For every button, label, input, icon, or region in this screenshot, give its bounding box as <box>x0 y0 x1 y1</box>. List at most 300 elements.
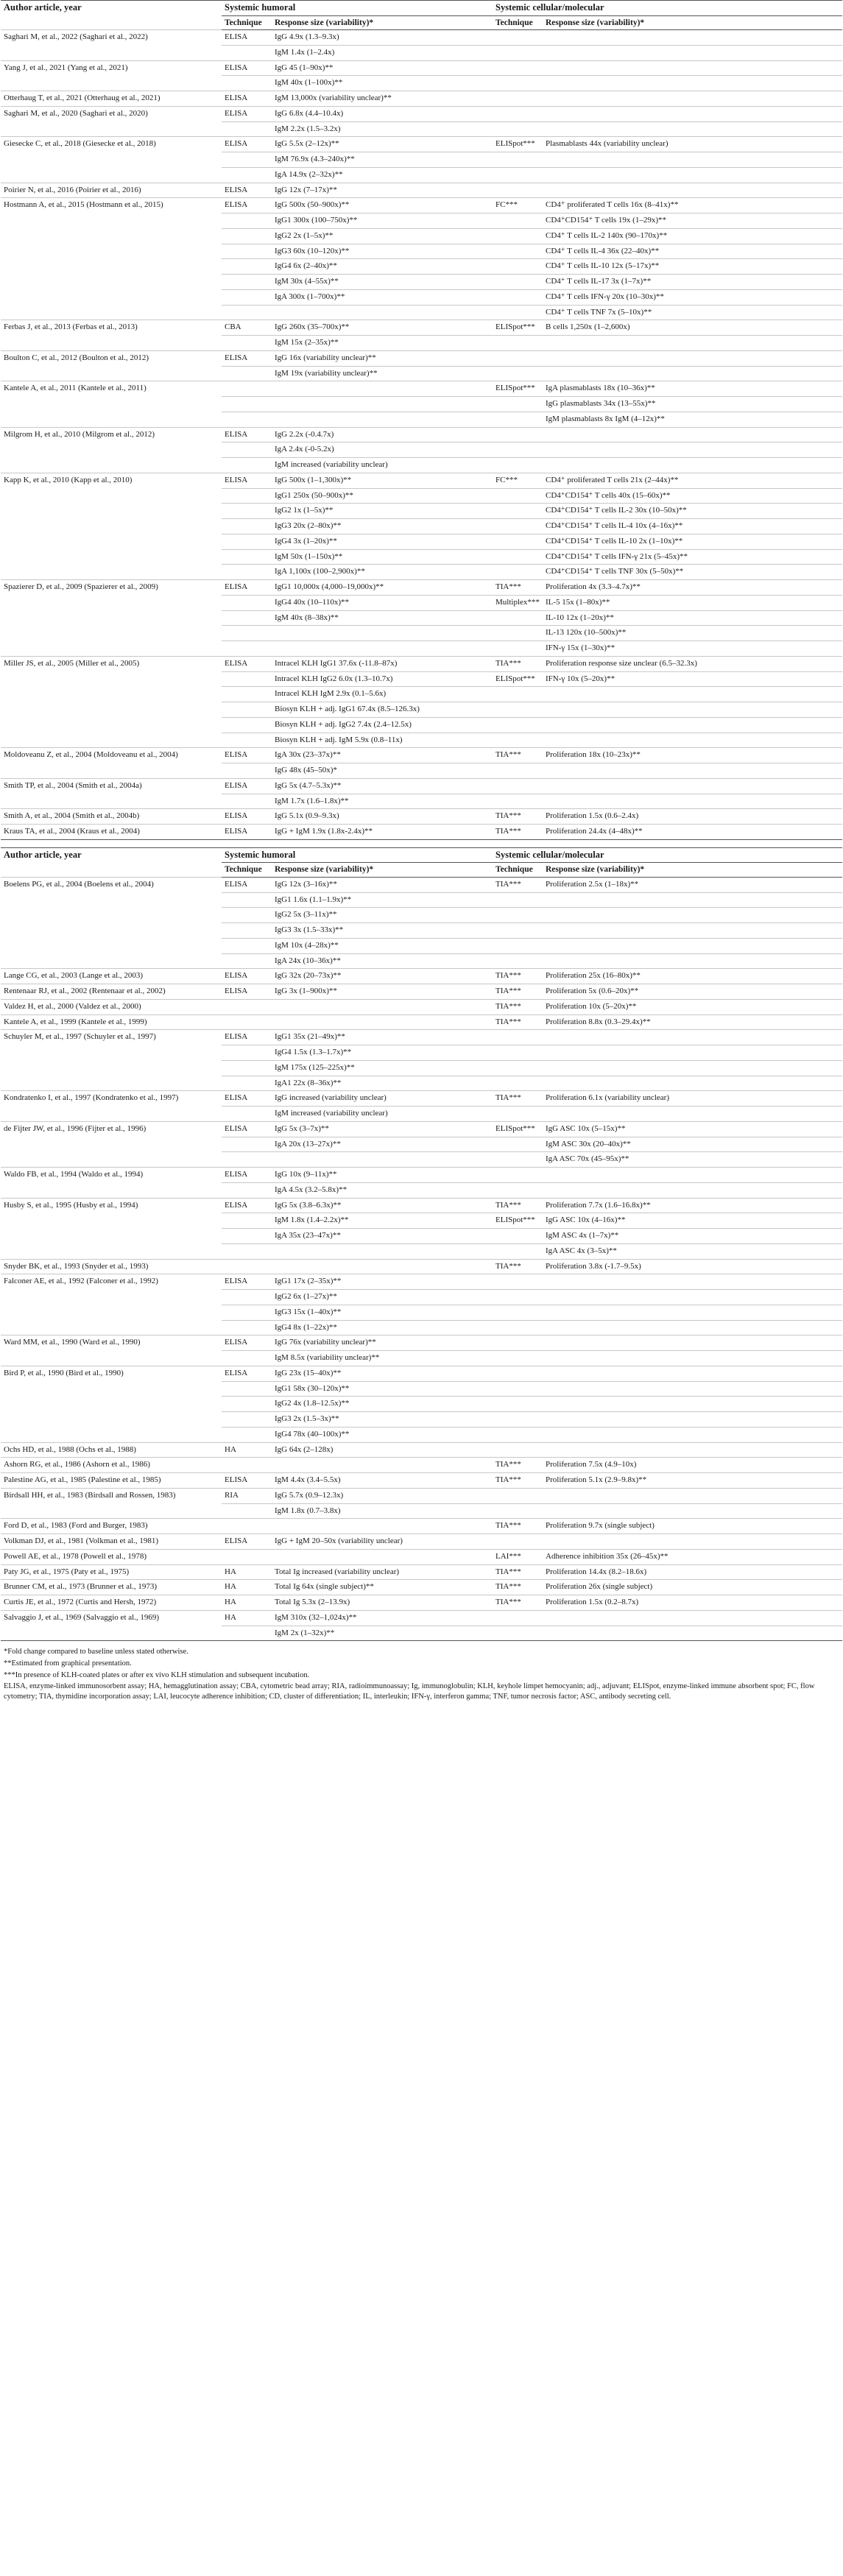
humoral-response-cell: IgG 23x (15–40x)** <box>272 1366 493 1381</box>
cellular-technique-cell <box>493 91 543 107</box>
cellular-response-cell <box>543 1503 842 1519</box>
klh-response-table-1 <box>1 0 842 840</box>
cellular-technique-cell <box>493 1030 543 1045</box>
cellular-technique-cell: TIA*** <box>493 984 543 1000</box>
author-cell <box>1 1305 222 1320</box>
table-row <box>1 877 842 892</box>
humoral-response-cell: IgM 4.4x (3.4–5.5x) <box>272 1473 493 1489</box>
cellular-response-cell <box>543 183 842 198</box>
footnote: ***In presence of KLH-coated plates or after ex vivo KLH stimulation and subsequent incubation. <box>4 1670 310 1679</box>
author-cell <box>1 1076 222 1091</box>
author-cell: Falconer AE, et al., 1992 (Falconer et al., 1992) <box>1 1274 222 1290</box>
table-row <box>1 305 842 320</box>
cellular-response-cell <box>543 1290 842 1305</box>
humoral-response-cell <box>272 1519 493 1534</box>
cellular-response-cell <box>543 1534 842 1550</box>
cellular-response-cell <box>543 1076 842 1091</box>
author-cell <box>1 214 222 229</box>
header-humoral-response: Response size (variability)* <box>272 15 493 29</box>
table-row <box>1 908 842 923</box>
humoral-technique-cell: RIA <box>222 1488 272 1503</box>
cellular-response-cell <box>543 350 842 366</box>
author-cell: Palestine AG, et al., 1985 (Palestine et al., 1985) <box>1 1473 222 1489</box>
footnote: **Estimated from graphical presentation. <box>4 1659 132 1668</box>
humoral-response-cell <box>272 397 493 412</box>
cellular-response-cell: Proliferation 25x (16–80x)** <box>543 969 842 984</box>
cellular-response-cell <box>543 1045 842 1061</box>
humoral-response-cell: IgG 48x (45–50x)* <box>272 763 493 779</box>
humoral-technique-cell <box>222 953 272 969</box>
table-row <box>1 214 842 229</box>
header-humoral-technique: Technique <box>222 15 272 29</box>
author-cell: Salvaggio J, et al., 1969 (Salvaggio et al., 1969) <box>1 1610 222 1626</box>
humoral-technique-cell <box>222 381 272 397</box>
humoral-response-cell: IgM 1.8x (0.7–3.8x) <box>272 1503 493 1519</box>
cellular-technique-cell <box>493 275 543 290</box>
header-systemic-humoral: Systemic humoral <box>222 1 493 16</box>
table-row <box>1 1213 842 1229</box>
cellular-technique-cell: TIA*** <box>493 809 543 825</box>
cellular-technique-cell: ELISpot*** <box>493 1121 543 1137</box>
cellular-response-cell: CD4⁺CD154⁺ T cells 19x (1–29x)** <box>543 214 842 229</box>
table-row <box>1 1320 842 1335</box>
author-cell: Valdez H, et al., 2000 (Valdez et al., 2000) <box>1 999 222 1014</box>
cellular-technique-cell <box>493 1381 543 1397</box>
author-cell: Ferbas J, et al., 2013 (Ferbas et al., 2013) <box>1 320 222 336</box>
author-cell: Kantele A, et al., 2011 (Kantele et al., 2011) <box>1 381 222 397</box>
cellular-response-cell <box>543 1381 842 1397</box>
humoral-response-cell <box>272 1549 493 1564</box>
cellular-technique-cell: TIA*** <box>493 1580 543 1595</box>
cellular-response-cell: Proliferation 1.5x (0.6–2.4x) <box>543 809 842 825</box>
table-row <box>1 91 842 107</box>
table-row <box>1 1259 842 1274</box>
table-row <box>1 1137 842 1152</box>
cellular-technique-cell <box>493 534 543 549</box>
humoral-technique-cell <box>222 244 272 259</box>
humoral-technique-cell <box>222 1014 272 1030</box>
author-cell <box>1 1320 222 1335</box>
author-cell <box>1 121 222 137</box>
cellular-technique-cell <box>493 76 543 91</box>
cellular-response-cell <box>543 1351 842 1366</box>
cellular-technique-cell <box>493 1290 543 1305</box>
author-cell <box>1 366 222 381</box>
cellular-technique-cell <box>493 458 543 473</box>
table-1-body <box>1 30 842 840</box>
humoral-response-cell: IgA 300x (1–700x)** <box>272 289 493 305</box>
cellular-response-cell <box>543 763 842 779</box>
author-cell: Kapp K, et al., 2010 (Kapp et al., 2010) <box>1 473 222 488</box>
cellular-technique-cell <box>493 1229 543 1244</box>
humoral-technique-cell: ELISA <box>222 30 272 46</box>
table-row <box>1 1488 842 1503</box>
cellular-technique-cell <box>493 244 543 259</box>
cellular-response-cell <box>543 1397 842 1412</box>
humoral-technique-cell <box>222 336 272 351</box>
author-cell: Paty JG, et al., 1975 (Paty et al., 1975) <box>1 1564 222 1580</box>
table-row <box>1 121 842 137</box>
humoral-response-cell: IgG4 78x (40–100x)** <box>272 1427 493 1442</box>
cellular-response-cell <box>543 366 842 381</box>
humoral-response-cell <box>272 999 493 1014</box>
humoral-response-cell: IgA 24x (10–36x)** <box>272 953 493 969</box>
author-cell <box>1 534 222 549</box>
header-systemic-humoral: Systemic humoral <box>222 847 493 863</box>
table-row <box>1 748 842 763</box>
cellular-technique-cell: TIA*** <box>493 1014 543 1030</box>
author-cell <box>1 305 222 320</box>
humoral-response-cell: IgG3 20x (2–80x)** <box>272 519 493 534</box>
cellular-technique-cell: ELISpot*** <box>493 1213 543 1229</box>
cellular-response-cell <box>543 892 842 908</box>
humoral-response-cell: IgM 10x (4–28x)** <box>272 938 493 953</box>
cellular-technique-cell <box>493 1397 543 1412</box>
cellular-technique-cell <box>493 1534 543 1550</box>
cellular-response-cell: CD4⁺CD154⁺ T cells IFN-γ 21x (5–45x)** <box>543 549 842 565</box>
table-row <box>1 1030 842 1045</box>
cellular-technique-cell: ELISpot*** <box>493 381 543 397</box>
humoral-technique-cell <box>222 626 272 641</box>
table-row <box>1 1381 842 1397</box>
author-cell <box>1 908 222 923</box>
cellular-technique-cell: TIA*** <box>493 1473 543 1489</box>
author-cell <box>1 1503 222 1519</box>
humoral-technique-cell <box>222 412 272 427</box>
author-cell: Waldo FB, et al., 1994 (Waldo et al., 1994) <box>1 1168 222 1183</box>
cellular-response-cell <box>543 1030 842 1045</box>
cellular-technique-cell <box>493 106 543 121</box>
header-humoral-technique: Technique <box>222 863 272 877</box>
humoral-technique-cell <box>222 1213 272 1229</box>
humoral-response-cell <box>272 1014 493 1030</box>
cellular-response-cell: CD4⁺CD154⁺ T cells 40x (15–60x)** <box>543 488 842 504</box>
cellular-technique-cell: TIA*** <box>493 969 543 984</box>
cellular-technique-cell <box>493 214 543 229</box>
cellular-response-cell <box>543 336 842 351</box>
humoral-technique-cell: ELISA <box>222 1366 272 1381</box>
author-cell: Miller JS, et al., 2005 (Miller et al., 2005) <box>1 656 222 671</box>
table-row <box>1 167 842 183</box>
humoral-technique-cell <box>222 305 272 320</box>
table-row <box>1 763 842 779</box>
author-cell: Husby S, et al., 1995 (Husby et al., 1994) <box>1 1198 222 1213</box>
cellular-response-cell: IgM plasmablasts 8x IgM (4–12x)** <box>543 412 842 427</box>
humoral-response-cell: IgM 19x (variability unclear)** <box>272 366 493 381</box>
table-row <box>1 289 842 305</box>
cellular-response-cell: Proliferation 24.4x (4–48x)** <box>543 825 842 840</box>
humoral-technique-cell: ELISA <box>222 580 272 596</box>
humoral-technique-cell <box>222 259 272 275</box>
cellular-technique-cell <box>493 626 543 641</box>
table-row <box>1 938 842 953</box>
table-row <box>1 923 842 939</box>
cellular-technique-cell: TIA*** <box>493 1091 543 1107</box>
cellular-technique-cell <box>493 519 543 534</box>
cellular-technique-cell <box>493 366 543 381</box>
cellular-technique-cell <box>493 45 543 60</box>
humoral-technique-cell <box>222 702 272 718</box>
cellular-technique-cell <box>493 1243 543 1259</box>
cellular-technique-cell <box>493 1427 543 1442</box>
cellular-technique-cell <box>493 687 543 702</box>
header-cellular-technique: Technique <box>493 863 543 877</box>
humoral-technique-cell <box>222 671 272 687</box>
author-cell <box>1 45 222 60</box>
table-row <box>1 336 842 351</box>
table-row <box>1 778 842 794</box>
author-cell <box>1 259 222 275</box>
humoral-technique-cell: ELISA <box>222 1274 272 1290</box>
cellular-technique-cell: ELISpot*** <box>493 320 543 336</box>
table-row <box>1 1503 842 1519</box>
humoral-response-cell: IgG + IgM 1.9x (1.8x-2.4x)** <box>272 825 493 840</box>
humoral-technique-cell <box>222 763 272 779</box>
cellular-technique-cell <box>493 1626 543 1641</box>
cellular-response-cell: CD4⁺ proliferated T cells 16x (8–41x)** <box>543 198 842 214</box>
abbreviations-note: ELISA, enzyme-linked immunosorbent assay; HA, hemagglutination assay; CBA, cytometric bead array; RIA, radioimmunoassay; Ig, immunoglobulin; KLH, keyhole limpet hemocyanin; adj., adjuvant; ELISpot, enzyme-linked immune absorbent spot; FC, flow cytometry; TIA, thymidine incorporation assay; LAI, leucocyte adherence inhibition; CD, cluster of differentiation; IL, interleukin; IFN-γ, interferon gamma; TNF, tumor necrosis factor; ASC, antibody secreting cell. <box>4 1682 815 1701</box>
cellular-technique-cell <box>493 442 543 458</box>
author-cell <box>1 1351 222 1366</box>
humoral-response-cell: IgG3 2x (1.5–3x)** <box>272 1412 493 1428</box>
author-cell <box>1 336 222 351</box>
humoral-technique-cell <box>222 1182 272 1198</box>
humoral-technique-cell <box>222 289 272 305</box>
humoral-technique-cell <box>222 938 272 953</box>
cellular-technique-cell <box>493 60 543 76</box>
cellular-response-cell: Proliferation 2.5x (1–18x)** <box>543 877 842 892</box>
table-row <box>1 198 842 214</box>
humoral-response-cell: IgG1 17x (2–35x)** <box>272 1274 493 1290</box>
humoral-response-cell: IgG2 4x (1.8–12.5x)** <box>272 1397 493 1412</box>
cellular-technique-cell <box>493 565 543 580</box>
humoral-technique-cell <box>222 214 272 229</box>
cellular-response-cell <box>543 458 842 473</box>
author-cell: Hostmann A, et al., 2015 (Hostmann et al., 2015) <box>1 198 222 214</box>
table-row <box>1 1305 842 1320</box>
humoral-technique-cell: ELISA <box>222 1091 272 1107</box>
humoral-response-cell: IgG4 40x (10–110x)** <box>272 595 493 610</box>
table-row <box>1 1045 842 1061</box>
table-row <box>1 106 842 121</box>
author-cell <box>1 1412 222 1428</box>
humoral-technique-cell: ELISA <box>222 106 272 121</box>
cellular-response-cell: IgA ASC 4x (3–5x)** <box>543 1243 842 1259</box>
author-cell: Kantele A, et al., 1999 (Kantele et al., 1999) <box>1 1014 222 1030</box>
cellular-response-cell: Proliferation 8.8x (0.3–29.4x)** <box>543 1014 842 1030</box>
author-cell: Kondratenko I, et al., 1997 (Kondratenko et al., 1997) <box>1 1091 222 1107</box>
klh-response-table-2 <box>1 847 842 1642</box>
humoral-response-cell: IgG 500x (1–1,300x)** <box>272 473 493 488</box>
header-cellular-technique: Technique <box>493 15 543 29</box>
author-cell <box>1 1229 222 1244</box>
cellular-response-cell <box>543 427 842 442</box>
table-row <box>1 1121 842 1137</box>
cellular-technique-cell: TIA*** <box>493 877 543 892</box>
cellular-response-cell: Proliferation 9.7x (single subject) <box>543 1519 842 1534</box>
humoral-response-cell: IgM 30x (4–55x)** <box>272 275 493 290</box>
cellular-response-cell <box>543 1427 842 1442</box>
humoral-technique-cell <box>222 1259 272 1274</box>
cellular-technique-cell <box>493 1442 543 1458</box>
humoral-response-cell: IgG4 6x (2–40x)** <box>272 259 493 275</box>
author-cell <box>1 687 222 702</box>
cellular-response-cell <box>543 442 842 458</box>
author-cell <box>1 717 222 733</box>
cellular-response-cell: CD4⁺CD154⁺ T cells IL-4 10x (4–16x)** <box>543 519 842 534</box>
cellular-response-cell <box>543 1305 842 1320</box>
table-row <box>1 1626 842 1641</box>
humoral-response-cell: IgG increased (variability unclear) <box>272 1091 493 1107</box>
cellular-technique-cell: TIA*** <box>493 825 543 840</box>
author-cell: Saghari M, et al., 2022 (Saghari et al., 2022) <box>1 30 222 46</box>
humoral-response-cell: IgG1 300x (100–750x)** <box>272 214 493 229</box>
cellular-technique-cell: TIA*** <box>493 1198 543 1213</box>
cellular-response-cell <box>543 1182 842 1198</box>
cellular-response-cell <box>543 1412 842 1428</box>
cellular-response-cell: Plasmablasts 44x (variability unclear) <box>543 137 842 152</box>
table-footnotes <box>1 1641 842 1701</box>
cellular-technique-cell <box>493 259 543 275</box>
table-row <box>1 1290 842 1305</box>
cellular-technique-cell <box>493 702 543 718</box>
table-row <box>1 1519 842 1534</box>
cellular-response-cell <box>543 778 842 794</box>
humoral-technique-cell <box>222 1076 272 1091</box>
cellular-technique-cell <box>493 733 543 748</box>
humoral-response-cell: IgG 5x (3–7x)** <box>272 1121 493 1137</box>
cellular-technique-cell <box>493 1060 543 1076</box>
humoral-technique-cell <box>222 366 272 381</box>
cellular-response-cell: IL-5 15x (1–80x)** <box>543 595 842 610</box>
humoral-technique-cell <box>222 167 272 183</box>
table-row <box>1 228 842 244</box>
humoral-technique-cell <box>222 999 272 1014</box>
humoral-response-cell: IgG3 60x (10–120x)** <box>272 244 493 259</box>
author-cell: Ashorn RG, et al., 1986 (Ashorn et al., 1986) <box>1 1458 222 1473</box>
cellular-technique-cell <box>493 953 543 969</box>
cellular-technique-cell <box>493 152 543 168</box>
humoral-response-cell: IgG 32x (20–73x)** <box>272 969 493 984</box>
cellular-technique-cell <box>493 289 543 305</box>
humoral-technique-cell <box>222 1397 272 1412</box>
humoral-technique-cell: ELISA <box>222 137 272 152</box>
cellular-response-cell <box>543 167 842 183</box>
table-row <box>1 687 842 702</box>
cellular-technique-cell <box>493 1152 543 1168</box>
author-cell: Kraus TA, et al., 2004 (Kraus et al., 2004) <box>1 825 222 840</box>
humoral-response-cell: IgG 5.1x (0.9–9.3x) <box>272 809 493 825</box>
author-cell: Ford D, et al., 1983 (Ford and Burger, 1983) <box>1 1519 222 1534</box>
cellular-technique-cell <box>493 908 543 923</box>
cellular-response-cell: IgG ASC 10x (4–16x)** <box>543 1213 842 1229</box>
cellular-technique-cell: TIA*** <box>493 1458 543 1473</box>
humoral-technique-cell <box>222 1458 272 1473</box>
humoral-technique-cell: HA <box>222 1610 272 1626</box>
humoral-response-cell: IgG1 58x (30–120x)** <box>272 1381 493 1397</box>
cellular-technique-cell: TIA*** <box>493 656 543 671</box>
humoral-response-cell: IgG 3x (1–900x)** <box>272 984 493 1000</box>
humoral-response-cell: IgG + IgM 20–50x (variability unclear) <box>272 1534 493 1550</box>
humoral-response-cell: IgM 15x (2–35x)** <box>272 336 493 351</box>
humoral-technique-cell <box>222 152 272 168</box>
cellular-response-cell <box>543 1366 842 1381</box>
cellular-technique-cell <box>493 1045 543 1061</box>
humoral-technique-cell <box>222 1626 272 1641</box>
cellular-response-cell: Proliferation 4x (3.3–4.7x)** <box>543 580 842 596</box>
humoral-technique-cell <box>222 1381 272 1397</box>
cellular-response-cell: Proliferation 5x (0.6–20x)** <box>543 984 842 1000</box>
cellular-response-cell <box>543 60 842 76</box>
humoral-response-cell: IgG2 5x (3–11x)** <box>272 908 493 923</box>
humoral-response-cell: IgM 310x (32–1,024x)** <box>272 1610 493 1626</box>
table-row <box>1 350 842 366</box>
author-cell: Volkman DJ, et al., 1981 (Volkman et al., 1981) <box>1 1534 222 1550</box>
humoral-technique-cell: ELISA <box>222 748 272 763</box>
table-row <box>1 656 842 671</box>
humoral-response-cell <box>272 626 493 641</box>
cellular-technique-cell: TIA*** <box>493 748 543 763</box>
cellular-response-cell <box>543 152 842 168</box>
humoral-technique-cell: ELISA <box>222 60 272 76</box>
cellular-technique-cell <box>493 763 543 779</box>
table-row <box>1 809 842 825</box>
humoral-technique-cell <box>222 1152 272 1168</box>
author-cell <box>1 794 222 809</box>
table-row <box>1 1076 842 1091</box>
humoral-technique-cell <box>222 1519 272 1534</box>
humoral-technique-cell: ELISA <box>222 969 272 984</box>
humoral-response-cell: IgA 30x (23–37x)** <box>272 748 493 763</box>
humoral-response-cell: IgG 76x (variability unclear)** <box>272 1335 493 1351</box>
cellular-response-cell: CD4⁺CD154⁺ T cells IL-2 30x (10–50x)** <box>543 504 842 519</box>
humoral-technique-cell <box>222 733 272 748</box>
cellular-technique-cell <box>493 641 543 657</box>
table-row <box>1 30 842 46</box>
author-cell: Schuyler M, et al., 1997 (Schuyler et al., 1997) <box>1 1030 222 1045</box>
author-cell <box>1 733 222 748</box>
cellular-technique-cell <box>493 794 543 809</box>
humoral-technique-cell <box>222 45 272 60</box>
table-row <box>1 1060 842 1076</box>
header-systemic-cellular: Systemic cellular/molecular <box>493 847 842 863</box>
humoral-technique-cell <box>222 565 272 580</box>
cellular-response-cell: IgA ASC 70x (45–95x)** <box>543 1152 842 1168</box>
humoral-technique-cell: ELISA <box>222 778 272 794</box>
humoral-response-cell: IgM 1.7x (1.6–1.8x)** <box>272 794 493 809</box>
author-cell: Rentenaar RJ, et al., 2002 (Rentenaar et al., 2002) <box>1 984 222 1000</box>
table-row <box>1 60 842 76</box>
author-cell: Moldoveanu Z, et al., 2004 (Moldoveanu et al., 2004) <box>1 748 222 763</box>
author-cell <box>1 152 222 168</box>
table-row <box>1 366 842 381</box>
cellular-technique-cell <box>493 892 543 908</box>
author-cell: Curtis JE, et al., 1972 (Curtis and Hersh, 1972) <box>1 1595 222 1611</box>
table-row <box>1 1366 842 1381</box>
humoral-technique-cell <box>222 923 272 939</box>
humoral-technique-cell: ELISA <box>222 350 272 366</box>
table-row <box>1 1595 842 1611</box>
table-row <box>1 1564 842 1580</box>
humoral-technique-cell <box>222 397 272 412</box>
table-row <box>1 1182 842 1198</box>
humoral-response-cell: IgA 4.5x (3.2–5.8x)** <box>272 1182 493 1198</box>
humoral-response-cell: IgG 12x (7–17x)** <box>272 183 493 198</box>
cellular-technique-cell <box>493 1412 543 1428</box>
cellular-response-cell <box>543 1274 842 1290</box>
table-row <box>1 1014 842 1030</box>
table-row <box>1 794 842 809</box>
